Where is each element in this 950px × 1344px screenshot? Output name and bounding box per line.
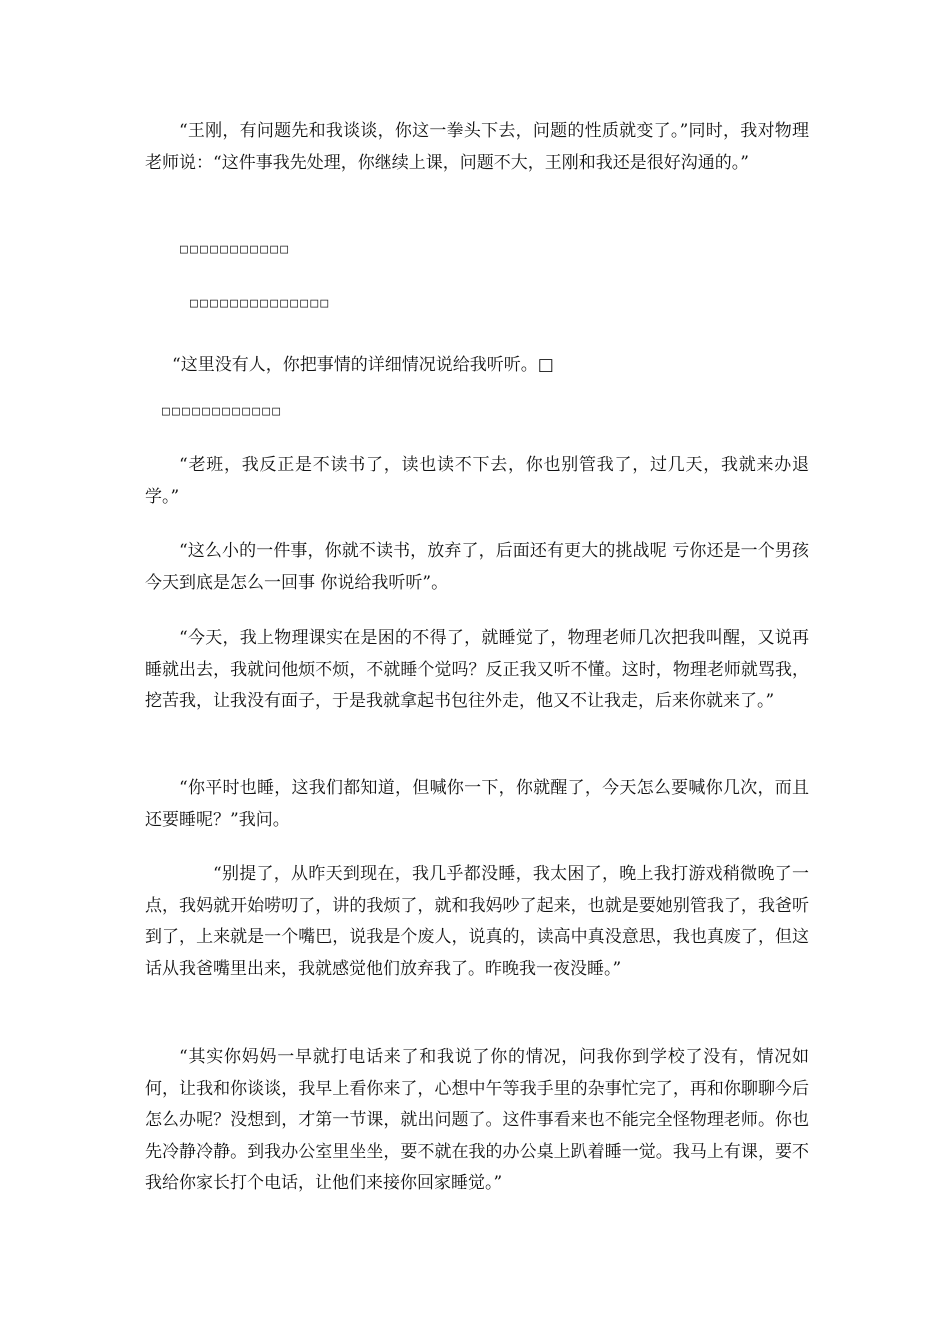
paragraph-1: “王刚，有问题先和我谈谈，你这一拳头下去，问题的性质就变了。”同时，我对物理老师说：“这件事我先处理，你继续上课，问题不大，王刚和我还是很好沟通的。” xyxy=(145,121,809,173)
paragraph-4: “这么小的一件事，你就不读书，放弃了，后面还有更大的挑战呢 亏你还是一个男孩 今天到底是怎么一回事 你说给我听听”。 xyxy=(145,541,809,593)
paragraph-6: “你平时也睡，这我们都知道，但喊你一下，你就醒了，今天怎么要喊你几次，而且还要睡呢？”我问。 xyxy=(145,778,809,830)
garbled-line-3: □□□□□□□□□□□□ xyxy=(162,404,283,419)
paragraph-7: “别提了，从昨天到现在，我几乎都没睡，我太困了，晚上我打游戏稍微晚了一点，我妈就开始唠叨了，讲的我烦了，就和我妈吵了起来，也就是要她别管我了，我爸听到了，上来就是一个嘴巴，说我是个废人，说真的，读高中真没意思，我也真废了，但这话从我爸嘴里出来，我就感觉他们放弃我了。昨晚我一夜没睡。” xyxy=(145,864,809,979)
paragraph-3: “老班，我反正是不读书了，读也读不下去，你也别管我了，过几天，我就来办退学。” xyxy=(145,455,809,507)
paragraph-2: “这里没有人，你把事情的详细情况说给我听听。□ xyxy=(172,355,554,375)
paragraph-8: “其实你妈妈一早就打电话来了和我说了你的情况，问我你到学校了没有，情况如何，让我和你谈谈，我早上看你来了，心想中午等我手里的杂事忙完了，再和你聊聊今后怎么办呢？没想到，才第一节课，就出问题了。这件事看来也不能完全怪物理老师。你也先冷静冷静。到我办公室里坐坐，要不就在我的办公桌上趴着睡一觉。我马上有课，要不我给你家长打个电话，让他们来接你回家睡觉。” xyxy=(145,1047,809,1193)
garbled-line-1: □□□□□□□□□□□ xyxy=(180,242,291,257)
garbled-line-2: □□□□□□□□□□□□□□ xyxy=(190,296,331,311)
paragraph-5: “今天，我上物理课实在是困的不得了，就睡觉了，物理老师几次把我叫醒，又说再睡就出去，我就问他烦不烦，不就睡个觉吗？反正我又听不懂。这时，物理老师就骂我，挖苦我，让我没有面子，于是我就拿起书包往外走，他又不让我走，后来你就来了。” xyxy=(145,628,809,711)
